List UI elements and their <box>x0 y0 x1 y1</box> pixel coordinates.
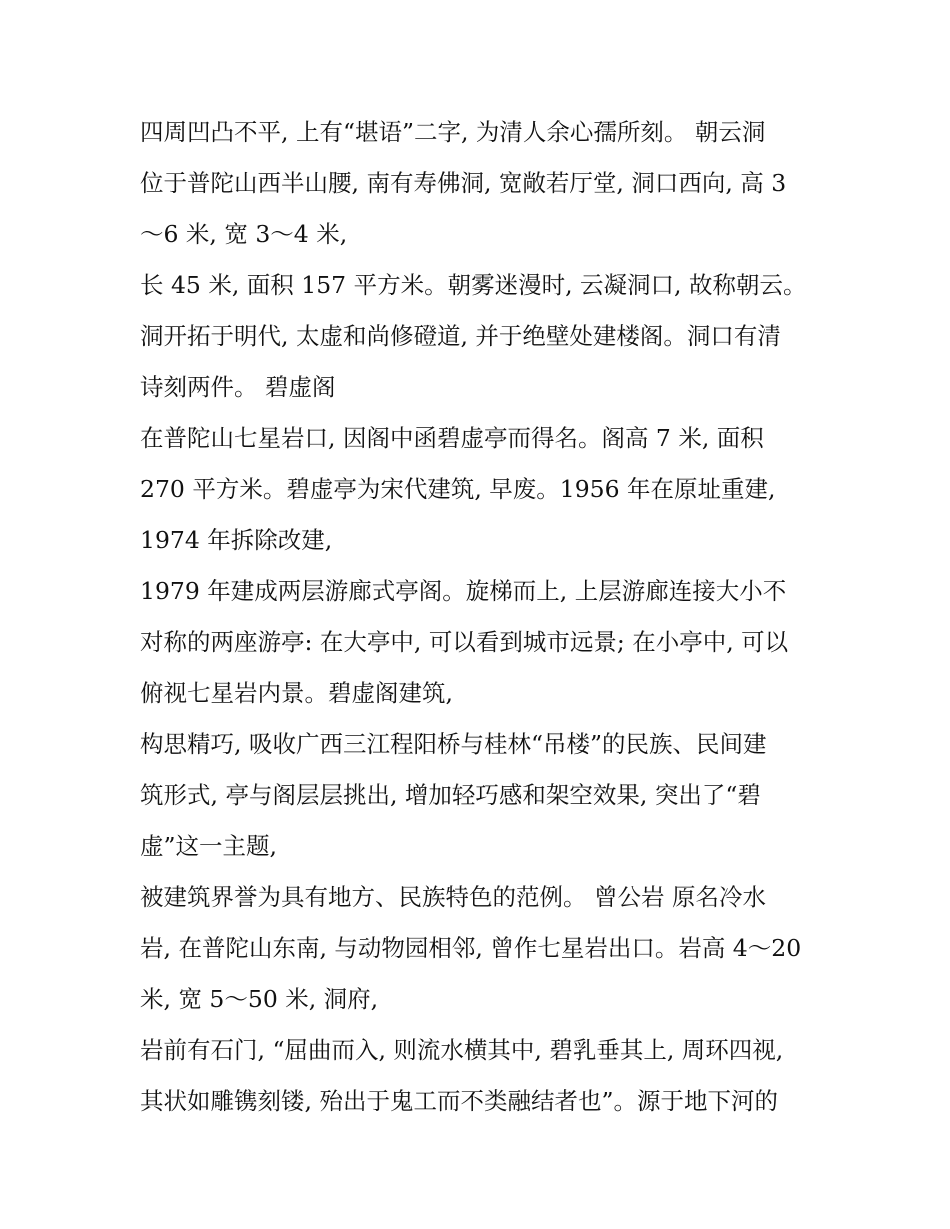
text-line-13: 构思精巧, 吸收广西三江程阳桥与桂林“吊楼”的民族、民间建 <box>140 730 767 758</box>
text-line-19: 岩前有石门, “屈曲而入, 则流水横其中, 碧乳垂其上, 周环四视, <box>140 1036 784 1064</box>
text-line-2: 位于普陀山西半山腰, 南有寿佛洞, 宽敞若厅堂, 洞口西向, 高 3 <box>140 169 787 197</box>
text-line-11: 对称的两座游亭: 在大亭中, 可以看到城市远景; 在小亭中, 可以 <box>140 628 789 656</box>
text-line-4: 长 45 米, 面积 157 平方米。朝雾迷漫时, 云凝洞口, 故称朝云。 <box>140 271 807 299</box>
text-line-7: 在普陀山七星岩口, 因阁中函碧虚亭而得名。阁高 7 米, 面积 <box>140 424 764 452</box>
body-text <box>140 107 820 1127</box>
text-line-14: 筑形式, 亭与阁层层挑出, 增加轻巧感和架空效果, 突出了“碧 <box>140 781 761 809</box>
text-line-1: 四周凹凸不平, 上有“堪语”二字, 为清人余心孺所刻。 朝云洞 <box>140 118 766 146</box>
text-line-18: 米, 宽 5～50 米, 洞府, <box>140 985 379 1013</box>
text-line-8: 270 平方米。碧虚亭为宋代建筑, 早废。1956 年在原址重建, <box>140 475 776 503</box>
text-line-16: 被建筑界誉为具有地方、民族特色的范例。 曾公岩 原名冷水 <box>140 883 766 911</box>
text-line-17: 岩, 在普陀山东南, 与动物园相邻, 曾作七星岩出口。岩高 4～20 <box>140 934 802 962</box>
text-line-5: 洞开拓于明代, 太虚和尚修磴道, 并于绝壁处建楼阁。洞口有清 <box>140 322 781 350</box>
text-line-6: 诗刻两件。 碧虚阁 <box>140 373 336 401</box>
text-line-20: 其状如雕镌刻镂, 殆出于鬼工而不类融结者也”。源于地下河的 <box>140 1087 778 1115</box>
text-line-15: 虚”这一主题, <box>140 832 277 860</box>
text-line-10: 1979 年建成两层游廊式亭阁。旋梯而上, 上层游廊连接大小不 <box>140 577 787 605</box>
text-line-9: 1974 年拆除改建, <box>140 526 333 554</box>
text-line-3: ～6 米, 宽 3～4 米, <box>140 220 348 248</box>
text-line-12: 俯视七星岩内景。碧虚阁建筑, <box>140 679 453 707</box>
